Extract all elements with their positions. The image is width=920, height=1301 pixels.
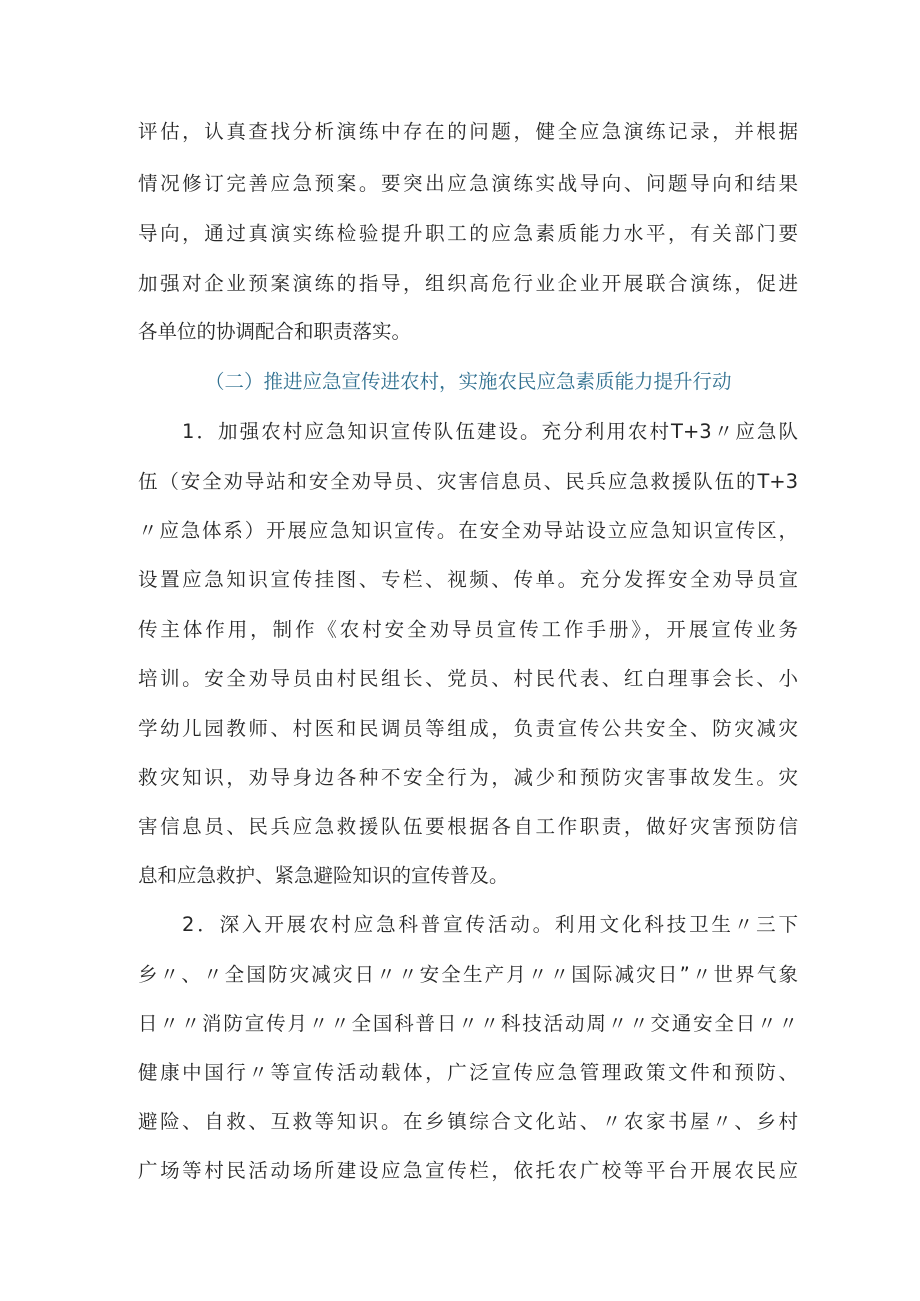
paragraph-line: 培训。安全劝导员由村民组长、党员、村民代表、红白理事会长、小 — [138, 667, 798, 690]
paragraph-line: 情况修订完善应急预案。要突出应急演练实战导向、问题导向和结果 — [138, 172, 798, 195]
paragraph-line: 避险、自救、互救等知识。在乡镇综合文化站、〃农家书屋〃、乡村 — [138, 1110, 798, 1133]
paragraph-line: 息和应急救护、紧急避险知识的宣传普及。 — [138, 864, 509, 887]
paragraph-line: 健康中国行〃等宣传活动载体，广泛宣传应急管理政策文件和预防、 — [138, 1061, 798, 1084]
paragraph-line: 1．加强农村应急知识宣传队伍建设。充分利用农村T+3〃应急队 — [182, 420, 798, 443]
paragraph-line: 日〃〃消防宣传月〃〃全国科普日〃〃科技活动周〃〃交通安全日〃〃 — [138, 1012, 798, 1035]
paragraph-line: 害信息员、民兵应急救援队伍要根据各自工作职责，做好灾害预防信 — [138, 815, 798, 838]
paragraph-line: 评估，认真查找分析演练中存在的问题，健全应急演练记录，并根据 — [138, 120, 798, 143]
paragraph-line: 〃应急体系）开展应急知识宣传。在安全劝导站设立应急知识宣传区， — [138, 519, 798, 542]
paragraph-line: 设置应急知识宣传挂图、专栏、视频、传单。充分发挥安全劝导员宣 — [138, 568, 798, 591]
paragraph-line: 乡〃、〃全国防灾减灾日〃〃安全生产月〃〃国际减灾日”〃世界气象 — [138, 963, 798, 986]
section-heading: （二）推进应急宣传进农村，实施农民应急素质能力提升行动 — [205, 370, 732, 393]
paragraph-line: 2．深入开展农村应急科普宣传活动。利用文化科技卫生〃三下 — [182, 913, 798, 936]
paragraph-line: 各单位的协调配合和职责落实。 — [138, 320, 412, 343]
paragraph-line: 传主体作用，制作《农村安全劝导员宣传工作手册》，开展宣传业务 — [138, 618, 798, 641]
paragraph-line: 伍（安全劝导站和安全劝导员、灾害信息员、民兵应急救援队伍的T+3 — [138, 470, 798, 493]
paragraph-line: 广场等村民活动场所建设应急宣传栏，依托农广校等平台开展农民应 — [138, 1159, 798, 1182]
paragraph-line: 救灾知识，劝导身边各种不安全行为，减少和预防灾害事故发生。灾 — [138, 766, 798, 789]
paragraph-line: 学幼儿园教师、村医和民调员等组成，负责宣传公共安全、防灾减灾 — [138, 717, 798, 740]
paragraph-line: 加强对企业预案演练的指导，组织高危行业企业开展联合演练，促进 — [138, 272, 798, 295]
paragraph-line: 导向，通过真演实练检验提升职工的应急素质能力水平，有关部门要 — [138, 222, 798, 245]
